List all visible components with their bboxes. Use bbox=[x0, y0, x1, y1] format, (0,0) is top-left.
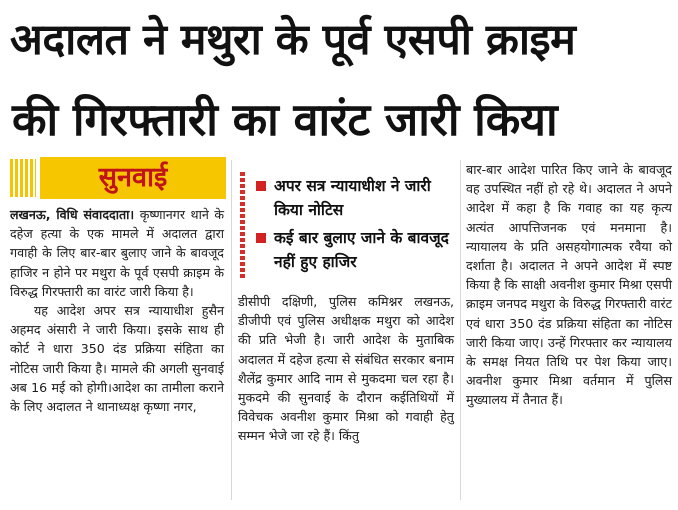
highlight-text: अपर सत्र न्यायाधीश ने जारी किया नोटिस bbox=[274, 177, 431, 219]
square-bullet-icon bbox=[256, 181, 266, 191]
highlights-rule-decoration bbox=[240, 172, 245, 278]
section-tag bbox=[10, 157, 226, 199]
headline-line-1: अदालत ने मथुरा के पूर्व एसपी क्राइम bbox=[10, 15, 576, 65]
column-divider bbox=[460, 160, 461, 500]
highlight-item bbox=[256, 174, 456, 222]
article-paragraph-2: यह आदेश अपर सत्र न्यायाधीश हुसैन अहमद अंसारी ने जारी किया। इसके साथ ही कोर्ट ने धारा 350 दंड प्रक्रिया संहिता का नोटिस जारी किया है। मामले की अगली सुनवाई अब 16 मई को होगी।आदेश का तामीला कराने के लिए अदालत ने थानाध्यक्ष कृष्णा नगर, bbox=[10, 303, 224, 415]
tag-stripe-decoration bbox=[10, 159, 36, 197]
article-paragraph-1: कृष्णानगर थाने के दहेज हत्या के एक मामले में अदालत द्वारा गवाही के लिए बार-बार बुलाए जाने के बावजूद हाजिर न होने पर मथुरा के पूर्व एसपी क्राइम के विरुद्ध गिरफ्तारी का वारंट जारी किया है। bbox=[10, 207, 224, 299]
article-column-2 bbox=[238, 292, 454, 446]
article-paragraph-3: डीसीपी दक्षिणी, पुलिस कमिश्नर लखनऊ, डीजीपी एवं पुलिस अधीक्षक मथुरा को आदेश की प्रति भेजी है। जारी आदेश के मुताबिक अदालत में दहेज हत्या से संबंधित सरकार बनाम शैलेंद्र कुमार आदि नाम से मुकदमा चल रहा है। मुकदमे की सुनवाई के दौरान कईतिथियों में विवेचक अवनीश कुमार मिश्रा को गवाही हेतु सम्मन भेजे जा रहे हैं। किंतु bbox=[238, 294, 454, 444]
column-divider bbox=[231, 160, 232, 500]
headline-line-2: की गिरफ्तारी का वारंट जारी किया bbox=[12, 93, 558, 146]
section-tag-label: सुनवाई bbox=[40, 157, 226, 199]
article-paragraph-4: बार-बार आदेश पारित किए जाने के बावजूद वह उपस्थित नहीं हो रहे थे। अदालत ने अपने आदेश में कहा है कि गवाह का यह कृत्य अत्यंत आपत्तिजनक एवं मनमाना है। न्यायालय के प्रति असहयोगात्मक रवैया को दर्शाता है। अदालत ने अपने आदेश में स्पष्ट किया है कि साक्षी अवनीश कुमार मिश्रा एसपी क्राइम जनपद मथुरा के विरुद्ध गिरफ्तारी वारंट एवं धारा 350 दंड प्रक्रिया संहिता का नोटिस जारी किया जाए। उन्हें गिरफ्तार कर न्यायालय के समक्ष नियत तिथि पर पेश किया जाए। अवनीश कुमार मिश्रा वर्तमान में पुलिस मुख्यालय में तैनात हैं। bbox=[466, 162, 672, 408]
article-column-3 bbox=[466, 160, 672, 410]
highlight-text: कई बार बुलाए जाने के बावजूद नहीं हुए हाजिर bbox=[274, 229, 449, 271]
highlight-item bbox=[256, 226, 456, 274]
highlights-box bbox=[240, 170, 456, 282]
dateline: लखनऊ, विधि संवाददाता। bbox=[10, 207, 135, 222]
square-bullet-icon bbox=[256, 233, 266, 243]
article-column-1 bbox=[10, 205, 224, 416]
